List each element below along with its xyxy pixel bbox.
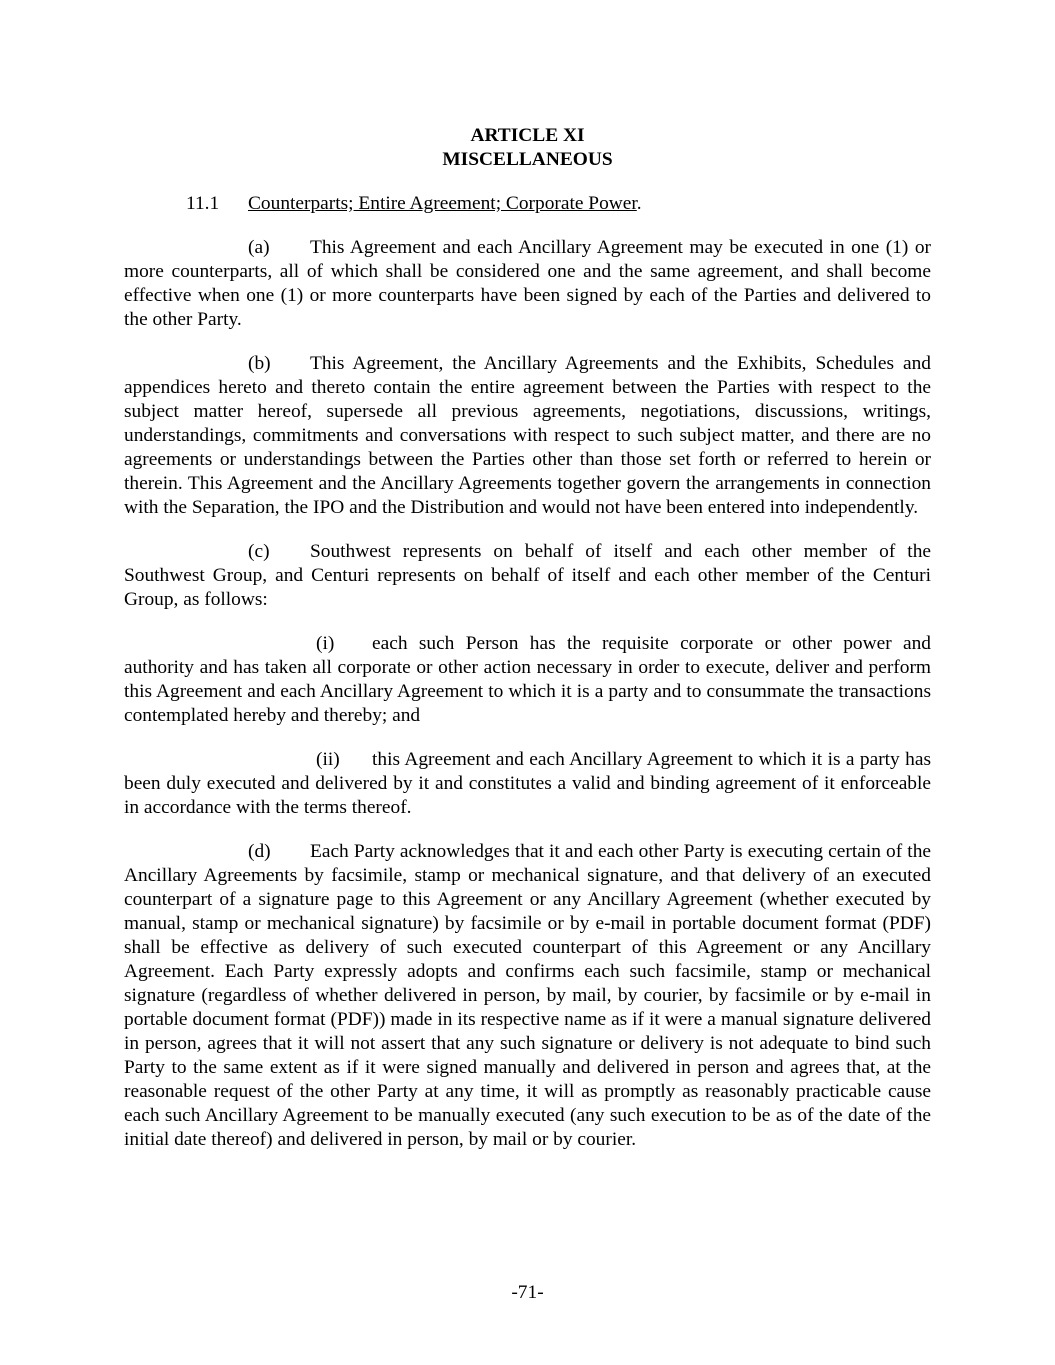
paragraph-a-label: (a)	[248, 237, 270, 258]
paragraph-c-i-label: (i)	[316, 633, 335, 654]
paragraph-c-label: (c)	[248, 541, 270, 562]
paragraph-b-text: This Agreement, the Ancillary Agreements and the Exhibits, Schedules and appendices hereto and thereto contain the entire agreement between the Parties with respect to the subject matter hereof, supersede all previous agreements, negotiations, discussions, writings, understandings, commitments and conversations with respect to such subject matter, and there are no agreements or understandings between the Parties other than those set forth or referred to herein or therein. This Agreement and the Ancillary Agreements together govern the arrangements in connection with the Separation, the IPO and the Distribution and would not have been entered into independently.	[124, 353, 931, 518]
paragraph-d	[124, 840, 931, 1152]
section-number: 11.1	[186, 193, 220, 214]
paragraph-a-text: This Agreement and each Ancillary Agreement may be executed in one (1) or more counterparts, all of which shall be considered one and the same agreement, and shall become effective when one (1) or more counterparts have been signed by each of the Parties and delivered to the other Party.	[124, 237, 931, 330]
document-page	[124, 124, 931, 1152]
paragraph-c-text: Southwest represents on behalf of itself and each other member of the Southwest Group, and Centuri represents on behalf of itself and each other member of the Centuri Group, as follows:	[124, 541, 931, 610]
article-number: ARTICLE XI	[470, 125, 585, 146]
paragraph-c-i-text: each such Person has the requisite corporate or other power and authority and has taken all corporate or other action necessary in order to execute, deliver and perform this Agreement and each Ancillary Agreement to which it is a party and to consummate the transactions contemplated hereby and thereby; and	[124, 633, 931, 726]
paragraph-c-i	[124, 632, 931, 728]
paragraph-b-label: (b)	[248, 353, 271, 374]
section-title: Counterparts; Entire Agreement; Corporate Power	[248, 193, 637, 214]
paragraph-c-ii-text: this Agreement and each Ancillary Agreement to which it is a party has been duly executed and delivered by it and constitutes a valid and binding agreement of it enforceable in accordance with the terms thereof.	[124, 749, 931, 818]
paragraph-c	[124, 540, 931, 612]
page-number: -71-	[511, 1282, 544, 1303]
section-heading	[124, 192, 931, 216]
paragraph-d-text: Each Party acknowledges that it and each other Party is executing certain of the Ancillary Agreements by facsimile, stamp or mechanical signature, and that delivery of an executed counterpart of a signature page to this Agreement or any Ancillary Agreement (whether executed by manual, stamp or mechanical signature) by facsimile or by e-mail in portable document format (PDF) shall be effective as delivery of such executed counterpart of this Agreement or any Ancillary Agreement. Each Party expressly adopts and confirms each such facsimile, stamp or mechanical signature (regardless of whether delivered in person, by mail, by courier, by facsimile or by e-mail in portable document format (PDF)) made in its respective name as if it were a manual signature delivered in person, agrees that it will not assert that any such signature or delivery is not adequate to bind such Party to the same extent as if it were signed manually and delivered in person and agrees that, at the reasonable request of the other Party at any time, it will as promptly as reasonably practicable cause each such Ancillary Agreement to be manually executed (any such execution to be as of the date of the initial date thereof) and delivered in person, by mail or by courier.	[124, 841, 931, 1150]
article-title: MISCELLANEOUS	[442, 149, 613, 170]
paragraph-c-ii	[124, 748, 931, 820]
paragraph-a	[124, 236, 931, 332]
paragraph-c-ii-label: (ii)	[316, 749, 340, 770]
paragraph-d-label: (d)	[248, 841, 271, 862]
section-title-suffix: .	[636, 193, 642, 214]
paragraph-b	[124, 352, 931, 520]
